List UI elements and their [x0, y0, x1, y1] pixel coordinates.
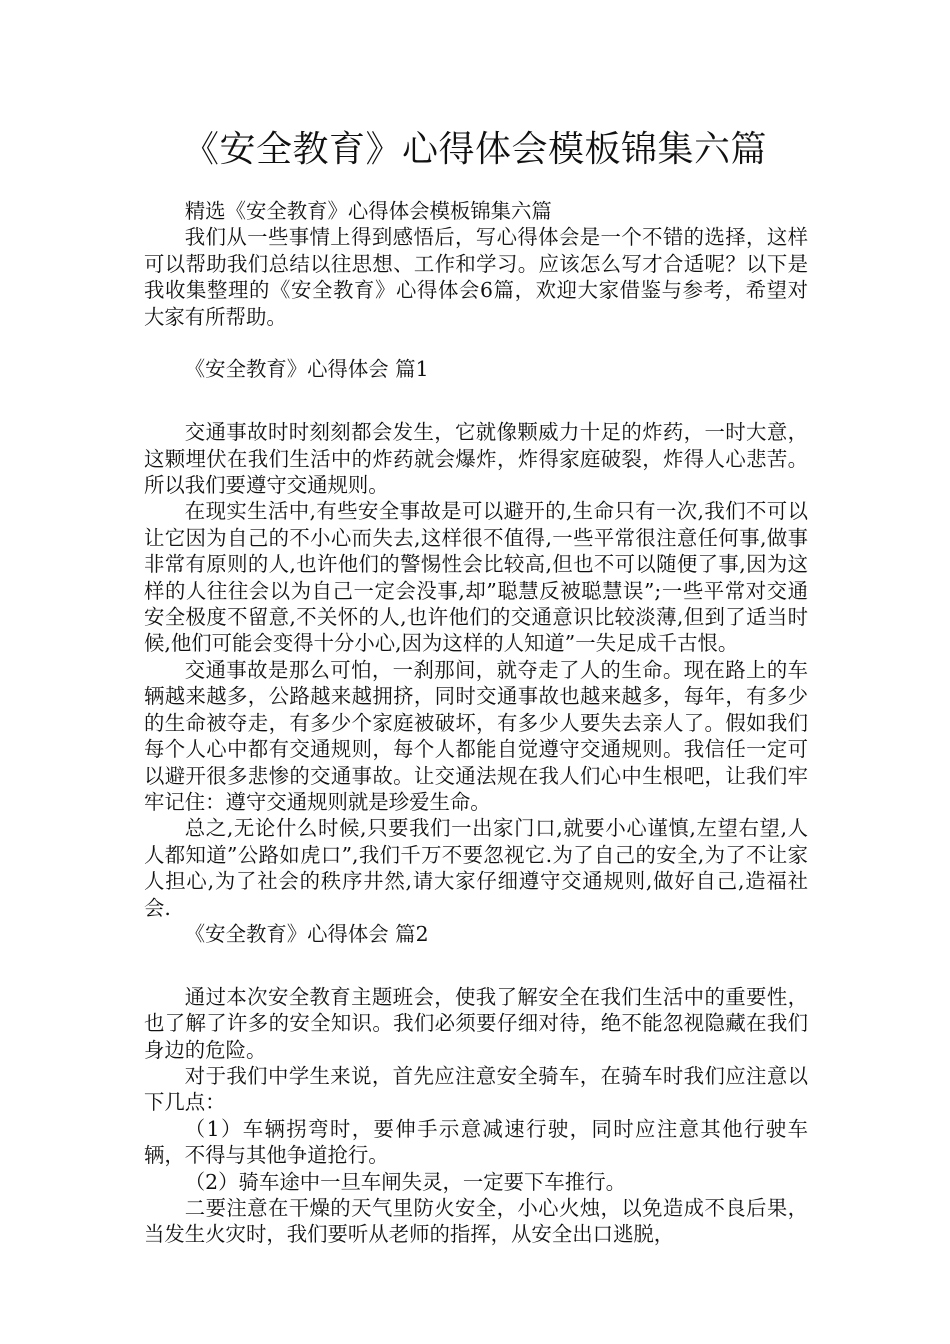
section-paragraph: 交通事故时时刻刻都会发生，它就像颗威力十足的炸药，一时大意，这颗埋伏在我们生活中的炸药就会爆炸，炸得家庭破裂，炸得人心悲苦。所以我们要遵守交通规则。	[144, 420, 808, 498]
spacer	[144, 947, 808, 973]
section-heading: 《安全教育》心得体会 篇1	[184, 357, 429, 382]
section-paragraph: 通过本次安全教育主题班会，使我了解安全在我们生活中的重要性，也了解了许多的安全知识。我们必须要仔细对待，绝不能忽视隐藏在我们身边的危险。	[144, 984, 808, 1062]
section-paragraph: （1）车辆拐弯时，要伸手示意减速行驶，同时应注意其他行驶车辆，不得与其他争道抢行。	[144, 1116, 808, 1168]
document-body	[144, 198, 808, 1248]
intro-paragraph: 我们从一些事情上得到感悟后，写心得体会是一个不错的选择，这样可以帮助我们总结以往思想、工作和学习。应该怎么写才合适呢？以下是我收集整理的《安全教育》心得体会6篇，欢迎大家借鉴与参考，希望对大家有所帮助。	[144, 225, 808, 329]
spacer	[144, 974, 808, 984]
document-title: 《安全教育》心得体会模板锦集六篇	[182, 129, 767, 170]
section-paragraph: 交通事故是那么可怕，一刹那间，就夺走了人的生命。现在路上的车辆越来越多，公路越来越拥挤，同时交通事故也越来越多，每年，有多少的生命被夺走，有多少个家庭被破坏，有多少人要失去亲人了。假如我们每个人心中都有交通规则，每个人都能自觉遵守交通规则。我信任一定可以避开很多悲惨的交通事故。让交通法规在我人们心中生根吧，让我们牢牢记住：遵守交通规则就是珍爱生命。	[144, 657, 808, 814]
section-paragraph: 在现实生活中,有些安全事故是可以避开的,生命只有一次,我们不可以让它因为自己的不小心而失去,这样很不值得,一些平常很注意任何事,做事非常有原则的人,也许他们的警惕性会比较高,但也不可以随便了事,因为这样的人往往会以为自己一定会没事,却”聪慧反被聪慧误”;一些平常对交通安全极度不留意,不关怀的人,也许他们的交通意识比较淡薄,但到了适当时候,他们可能会变得十分小心,因为这样的人知道”一失足成千古恨。	[144, 499, 808, 656]
section-paragraph: 总之,无论什么时候,只要我们一出家门口,就要小心谨慎,左望右望,人人都知道”公路如虎口”,我们千万不要忽视它.为了自己的安全,为了不让家人担心,为了社会的秩序井然,请大家仔细遵守交通规则,做好自己,造福社会.	[144, 816, 808, 920]
section-paragraph: 二要注意在干燥的天气里防火安全，小心火烛，以免造成不良后果，当发生火灾时，我们要听从老师的指挥，从安全出口逃脱，	[144, 1195, 808, 1247]
spacer	[144, 383, 808, 409]
document-subtitle: 精选《安全教育》心得体会模板锦集六篇	[184, 199, 552, 223]
spacer	[144, 409, 808, 419]
spacer	[144, 330, 808, 356]
section-heading: 《安全教育》心得体会 篇2	[184, 921, 429, 946]
section-paragraph: 对于我们中学生来说，首先应注意安全骑车，在骑车时我们应注意以下几点：	[144, 1063, 808, 1115]
section-paragraph: （2）骑车途中一旦车闸失灵，一定要下车推行。	[184, 1169, 626, 1194]
